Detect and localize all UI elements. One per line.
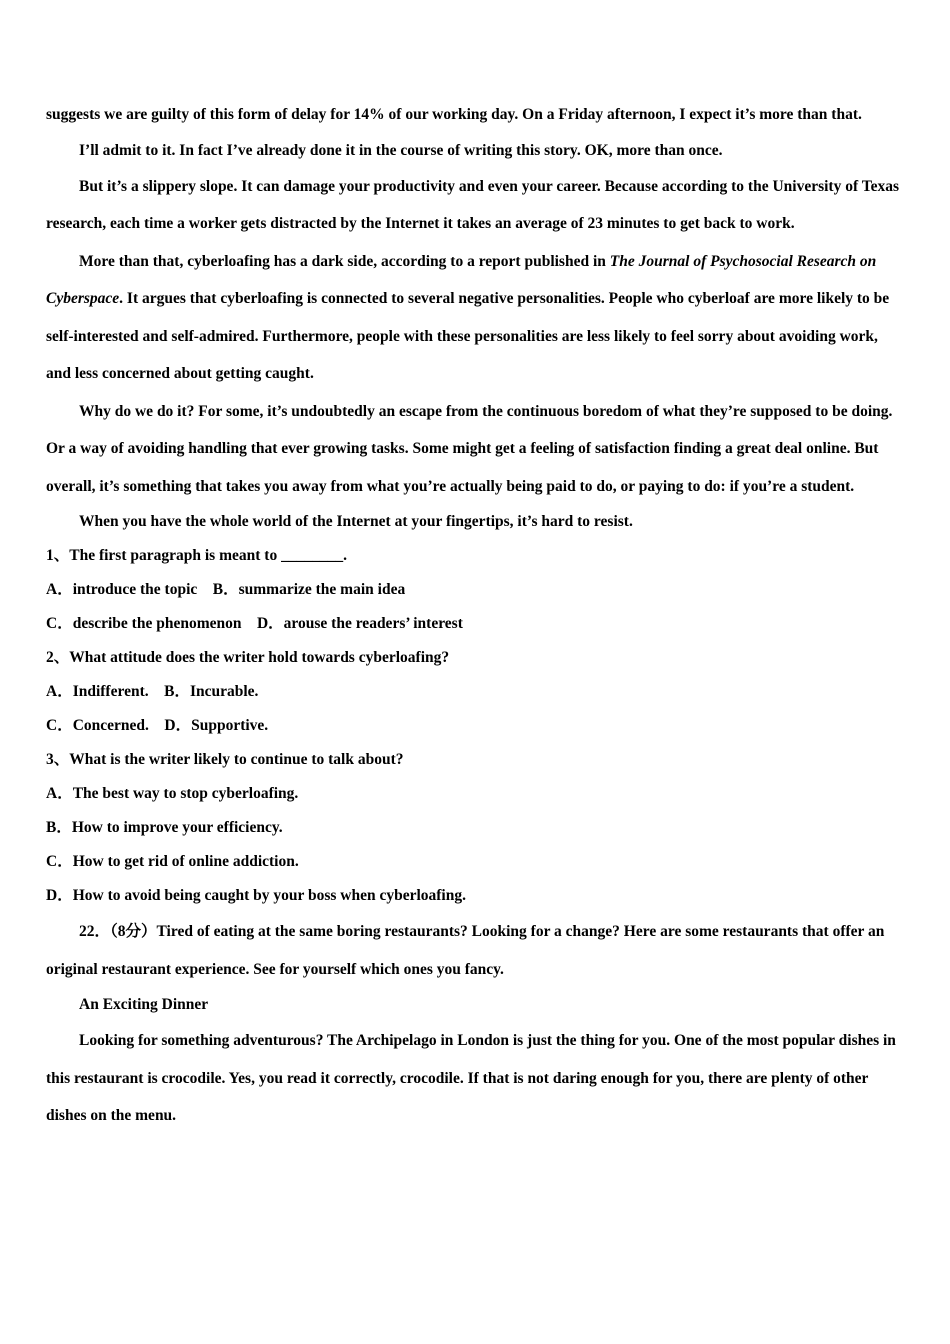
option-line: C．How to get rid of online addiction. bbox=[46, 853, 299, 870]
question-3 bbox=[46, 743, 906, 913]
section-22-body: Looking for something adventurous? The Archipelago in London is just the thing for you. One of the most popular dishes in this restaurant is crocodile. Yes, you read it correctly, crocodile. If that is not daring enough for you, there are plenty of other dishes on the menu. bbox=[46, 1032, 896, 1124]
passage-paragraph-2: I’ll admit to it. In fact I’ve already done it in the course of writing this story. OK, more than once. bbox=[79, 141, 723, 159]
option-line: A．The best way to stop cyberloafing. bbox=[46, 785, 299, 802]
document-page bbox=[46, 96, 906, 1135]
passage-paragraph-4 bbox=[46, 243, 906, 393]
question-2 bbox=[46, 641, 906, 743]
p4-text-after: . It argues that cyberloafing is connected to several negative personalities. People who cyberloaf are more likely to be self-interested and self-admired. Furthermore, people with these personalities are less likely to feel sorry about avoiding work, and less concerned about getting caught. bbox=[46, 290, 890, 382]
passage-paragraph-5: Why do we do it? For some, it’s undoubtedly an escape from the continuous boredom of what they’re supposed to be doing. Or a way of avoiding handling that ever growing tasks. Some might get a feeling of satisfaction finding a great deal online. But overall, it’s something that takes you away from what you’re actually being paid to do, or paying to do: if you’re a student. bbox=[46, 402, 893, 495]
journal-title: The Journal of Psychosocial Research on Cyberspace bbox=[46, 252, 877, 307]
question-1 bbox=[46, 539, 906, 641]
section-22-intro: 22．（8分）Tired of eating at the same boring restaurants? Looking for a change? Here are some restaurants that offer an original restaurant experience. See for yourself which ones you fancy. bbox=[46, 923, 885, 978]
option-line: B．How to improve your efficiency. bbox=[46, 819, 283, 836]
passage-paragraph-6: When you have the whole world of the Internet at your fingertips, it’s hard to resist. bbox=[79, 513, 633, 530]
question-stem: 3、What is the writer likely to continue to talk about? bbox=[46, 751, 404, 768]
option-line: A．Indifferent. B．Incurable. bbox=[46, 683, 259, 700]
option-line: A．introduce the topic B．summarize the main idea bbox=[46, 581, 406, 598]
question-stem: 1、The first paragraph is meant to ________. bbox=[46, 547, 347, 564]
option-line: C．Concerned. D．Supportive. bbox=[46, 717, 269, 734]
section-22-heading: An Exciting Dinner bbox=[79, 996, 209, 1013]
option-line: D．How to avoid being caught by your boss when cyberloafing. bbox=[46, 887, 466, 904]
option-line: C．describe the phenomenon D．arouse the readers’ interest bbox=[46, 615, 463, 632]
passage-paragraph-3: But it’s a slippery slope. It can damage your productivity and even your career. Because according to the University of Texas research, each time a worker gets distracted by the Internet it takes an average of 23 minutes to get back to work. bbox=[46, 177, 900, 232]
p4-text-before: More than that, cyberloafing has a dark side, according to a report published in bbox=[79, 252, 610, 270]
passage-paragraph-1-continued: suggests we are guilty of this form of delay for 14% of our working day. On a Friday afternoon, I expect it’s more than that. bbox=[46, 106, 862, 123]
question-stem: 2、What attitude does the writer hold towards cyberloafing? bbox=[46, 649, 450, 666]
